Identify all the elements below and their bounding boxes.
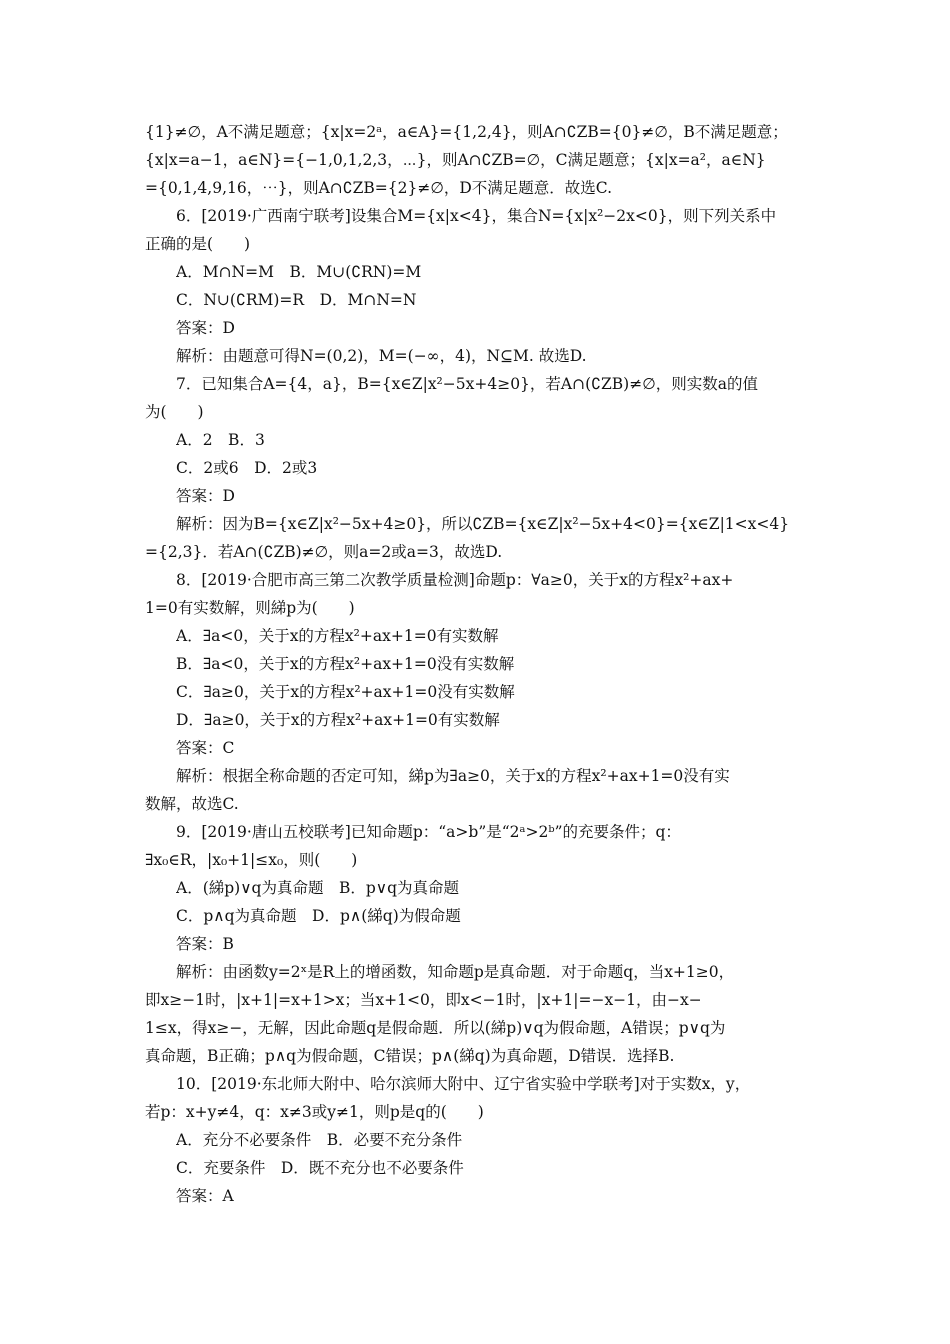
answer-key: 答案：C	[176, 739, 235, 757]
answer-option: C．N∪(∁RM)=R D．M∩N=N	[176, 291, 417, 309]
answer-option: D．∃a≥0，关于x的方程x²+ax+1=0有实数解	[176, 711, 500, 729]
solution-text: ={2,3}．若A∩(∁ZB)≠∅，则a=2或a=3，故选D.	[145, 543, 503, 561]
answer-option: C．p∧q为真命题 D．p∧(綈q)为假命题	[176, 907, 461, 925]
text-line: ={0,1,4,9,16，⋯}，则A∩∁ZB={2}≠∅，D不满足题意．故选C.	[145, 179, 613, 197]
solution-text: 解析：因为B={x∈Z|x²−5x+4≥0}，所以∁ZB={x∈Z|x²−5x+4<0}={x∈Z|1<x<4}	[176, 515, 790, 533]
question-stem: 9．[2019·唐山五校联考]已知命题p：“a>b”是“2ᵃ>2ᵇ”的充要条件；q：	[176, 823, 681, 841]
answer-option: A．充分不必要条件 B．必要不充分条件	[176, 1131, 463, 1149]
question-stem: 1=0有实数解，则綈p为( )	[145, 599, 355, 617]
answer-key: 答案：A	[176, 1187, 234, 1205]
answer-option: A．2 B．3	[176, 431, 265, 449]
solution-text: 解析：由函数y=2ˣ是R上的增函数，知命题p是真命题．对于命题q，当x+1≥0，	[176, 963, 735, 981]
question-stem: 若p：x+y≠4，q：x≠3或y≠1，则p是q的( )	[145, 1103, 484, 1121]
answer-option: A．M∩N=M B．M∪(∁RN)=M	[176, 263, 422, 281]
question-stem: 10．[2019·东北师大附中、哈尔滨师大附中、辽宁省实验中学联考]对于实数x，y，	[176, 1075, 751, 1093]
answer-key: 答案：D	[176, 319, 235, 337]
solution-text: 即x≥−1时，|x+1|=x+1>x；当x+1<0，即x<−1时，|x+1|=−x−1，由−x−	[145, 991, 702, 1009]
solution-text: 真命题，B正确；p∧q为假命题，C错误；p∧(綈q)为真命题，D错误．选择B.	[145, 1047, 675, 1065]
solution-text: 1≤x，得x≥−，无解，因此命题q是假命题．所以(綈p)∨q为假命题，A错误；p∨q为	[145, 1019, 726, 1037]
answer-option: A．∃a<0，关于x的方程x²+ax+1=0有实数解	[176, 627, 499, 645]
question-stem: 为( )	[145, 403, 204, 421]
answer-key: 答案：D	[176, 487, 235, 505]
question-stem: ∃x₀∈R，|x₀+1|≤x₀，则( )	[145, 851, 358, 869]
text-line: {x|x=a−1，a∈N}={−1,0,1,2,3，⋯}，则A∩∁ZB=∅，C满足题意；{x|x=a²，a∈N}	[145, 151, 766, 169]
question-stem: 8．[2019·合肥市高三第二次教学质量检测]命题p：∀a≥0，关于x的方程x²+ax+	[176, 571, 734, 589]
text-line: {1}≠∅，A不满足题意；{x|x=2ᵃ，a∈A}={1,2,4}，则A∩∁ZB={0}≠∅，B不满足题意；	[145, 123, 788, 141]
answer-option: B．∃a<0，关于x的方程x²+ax+1=0没有实数解	[176, 655, 515, 673]
solution-text: 数解，故选C.	[145, 795, 239, 813]
question-stem: 正确的是( )	[145, 235, 251, 253]
solution-text: 解析：由题意可得N=(0,2)，M=(−∞，4)，N⊆M. 故选D.	[176, 347, 587, 365]
question-stem: 7．已知集合A={4，a}，B={x∈Z|x²−5x+4≥0}，若A∩(∁ZB)≠∅，则实数a的值	[176, 375, 758, 393]
question-stem: 6．[2019·广西南宁联考]设集合M={x|x<4}，集合N={x|x²−2x<0}，则下列关系中	[176, 207, 777, 225]
answer-key: 答案：B	[176, 935, 234, 953]
solution-text: 解析：根据全称命题的否定可知，綈p为∃a≥0，关于x的方程x²+ax+1=0没有实	[176, 767, 730, 785]
answer-option: A．(綈p)∨q为真命题 B．p∨q为真命题	[176, 879, 460, 897]
answer-option: C．充要条件 D．既不充分也不必要条件	[176, 1159, 464, 1177]
answer-option: C．2或6 D．2或3	[176, 459, 318, 477]
answer-option: C．∃a≥0，关于x的方程x²+ax+1=0没有实数解	[176, 683, 515, 701]
